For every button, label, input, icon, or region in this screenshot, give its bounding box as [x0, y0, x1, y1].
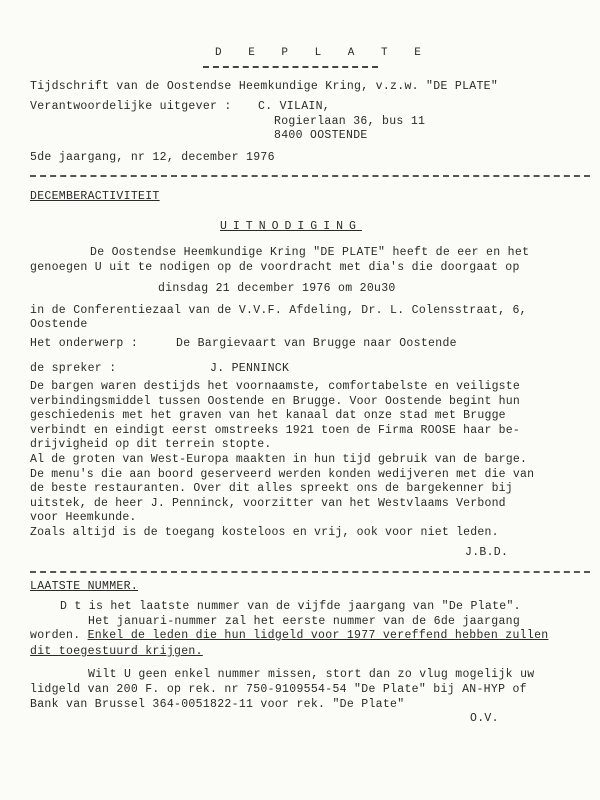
last-issue-line-2: Het januari-nummer zal het eerste nummer van de 6de jaargang	[88, 615, 521, 628]
intro-line-2: genoegen U uit te nodigen op de voordracht met dia's die doorgaat op	[30, 261, 520, 274]
body-line: Zoals altijd is de toegang kosteloos en vrij, ook voor niet leden.	[30, 525, 499, 539]
body-line: verbindingsmiddel tussen Oostende en Brugge. Voor Oostende begint hun	[30, 394, 520, 408]
speaker-label: de spreker :	[30, 362, 117, 375]
body-line: de beste restauranten. Over dit alles spreekt ons de bargekenner bij	[30, 482, 513, 496]
signature-jbd: J.B.D.	[465, 546, 509, 559]
publisher-address-2: 8400 OOSTENDE	[274, 129, 368, 142]
body-line: De menu's die aan boord geserveerd werden konden wedijveren met die van	[30, 467, 535, 481]
masthead-title: D E P L A T E	[215, 47, 431, 59]
issue-line: 5de jaargang, nr 12, december 1976	[30, 151, 275, 164]
subject-text: De Bargievaart van Brugge naar Oostende	[176, 337, 457, 350]
payment-line-2: lidgeld van 200 F. op rek. nr 750-9109554-54 "De Plate" bij AN-HYP of	[30, 683, 527, 696]
body-line: drijvigheid op dit terrein stopte.	[30, 438, 272, 452]
members-notice: Enkel de leden die hun lidgeld voor 1977 vereffend hebben zullen	[87, 629, 549, 642]
separator	[30, 175, 590, 177]
body-line: De bargen waren destijds het voornaamste, comfortabelste en veiligste	[30, 380, 520, 393]
event-date: dinsdag 21 december 1976 om 20u30	[158, 282, 396, 295]
separator	[30, 571, 590, 573]
speaker-name: J. PENNINCK	[210, 362, 290, 375]
masthead-line: Tijdschrift van de Oostendse Heemkundige Kring, v.z.w. "DE PLATE"	[30, 80, 499, 93]
payment-line-3: Bank van Brussel 364-0051822-11 voor rek. "De Plate"	[30, 698, 405, 711]
publisher-label: Verantwoordelijke uitgever :	[30, 100, 232, 113]
body-line: uitstek, de heer J. Penninck, voorzitter van het Westvlaams Verbond	[30, 496, 506, 510]
payment-line-1: Wilt U geen enkel nummer missen, stort dan zo vlug mogelijk uw	[88, 668, 535, 681]
section-heading-last-issue: LAATSTE NUMMER.	[30, 580, 139, 593]
last-issue-line-1: D t is het laatste nummer van de vijfde jaargang van "De Plate".	[60, 600, 521, 613]
subject-label: Het onderwerp :	[30, 337, 139, 350]
location-line-2: Oostende	[30, 318, 88, 331]
signature-ov: O.V.	[470, 712, 499, 725]
body-line: voor Heemkunde.	[30, 511, 137, 525]
body-line: verbindt en eindigt eerst omstreeks 1921 toen de Firma ROOSE haar be-	[30, 423, 520, 437]
invitation-title: UITNODIGING	[220, 220, 362, 233]
location-line-1: in de Conferentiezaal van de V.V.F. Afdeling, Dr. L. Colensstraat, 6,	[30, 304, 527, 317]
publisher-name: C. VILAIN,	[258, 100, 331, 113]
body-paragraph	[30, 380, 590, 541]
last-issue-line-3-start: worden.	[30, 629, 88, 642]
masthead-underline	[203, 66, 378, 68]
publisher-address-1: Rogierlaan 36, bus 11	[274, 115, 426, 128]
intro-line-1: De Oostendse Heemkundige Kring "DE PLATE" heeft de eer en het	[90, 246, 530, 259]
body-line: Al de groten van West-Europa maakten in hun tijd gebruik van de barge.	[30, 452, 528, 466]
last-issue-line-4: dit toegestuurd krijgen.	[30, 645, 203, 658]
last-issue-line-3	[30, 629, 548, 643]
section-heading-december: DECEMBERACTIVITEIT	[30, 190, 160, 203]
body-line: geschiedenis met het graven van het kanaal dat onze stad met Brugge	[30, 409, 506, 423]
